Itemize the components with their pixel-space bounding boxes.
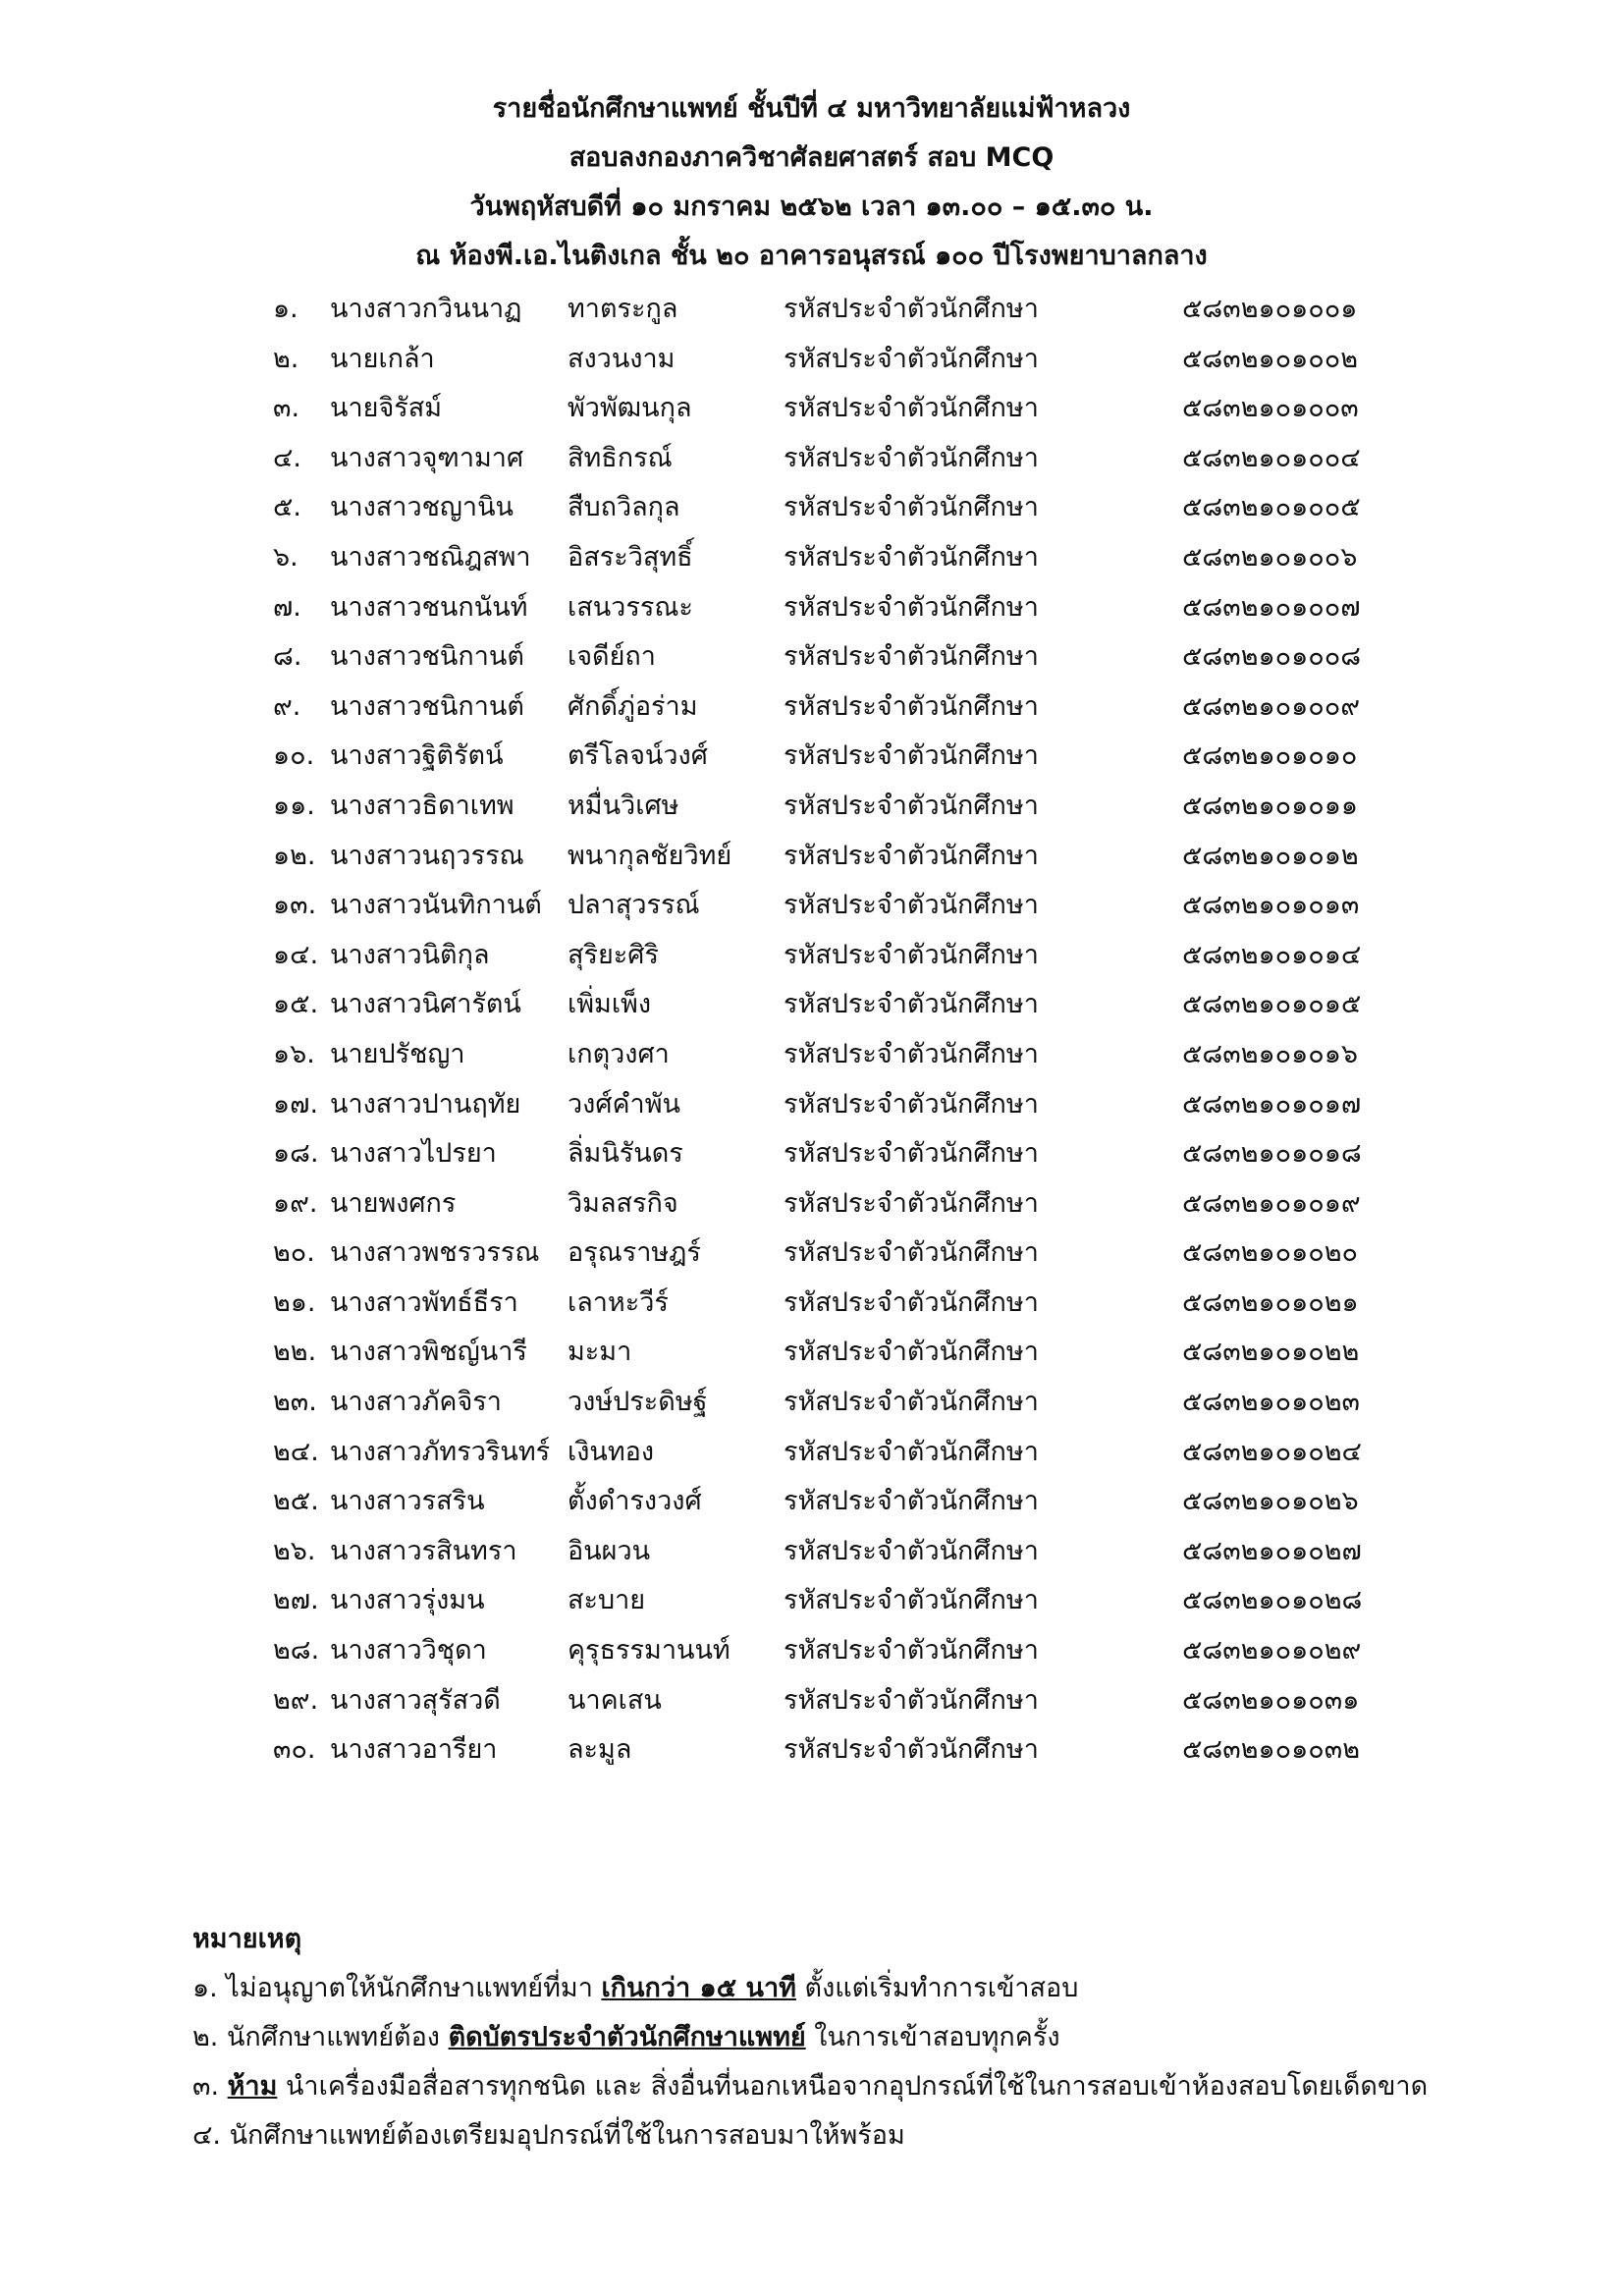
last-name: วงศ์คำพัน xyxy=(568,1088,680,1120)
id-label: รหัสประจำตัวนักศึกษา xyxy=(784,343,1039,374)
id-label: รหัสประจำตัวนักศึกษา xyxy=(784,1237,1039,1269)
table-row xyxy=(273,335,1392,385)
row-number: ๗. xyxy=(273,591,301,623)
table-row xyxy=(273,384,1392,434)
student-id: ๕๘๓๒๑๐๑๐๑๐ xyxy=(1182,740,1358,772)
id-label: รหัสประจำตัวนักศึกษา xyxy=(784,890,1039,921)
student-id: ๕๘๓๒๑๐๑๐๒๓ xyxy=(1182,1387,1361,1418)
id-label: รหัสประจำตัวนักศึกษา xyxy=(784,1585,1039,1616)
table-row xyxy=(273,1626,1392,1676)
student-id: ๕๘๓๒๑๐๑๐๑๖ xyxy=(1182,1038,1359,1069)
table-row xyxy=(273,1576,1392,1626)
row-number: ๑๖. xyxy=(273,1038,315,1069)
table-row xyxy=(273,583,1392,633)
last-name: มะมา xyxy=(568,1337,632,1368)
id-label: รหัสประจำตัวนักศึกษา xyxy=(784,1038,1039,1069)
id-label: รหัสประจำตัวนักศึกษา xyxy=(784,1138,1039,1170)
row-number: ๘. xyxy=(273,641,302,673)
row-number: ๒๔. xyxy=(273,1436,319,1467)
row-number: ๑๙. xyxy=(273,1187,318,1219)
row-number: ๒๕. xyxy=(273,1486,319,1517)
id-label: รหัสประจำตัวนักศึกษา xyxy=(784,591,1039,623)
first-name: นางสาวรสริน xyxy=(330,1486,485,1517)
id-label: รหัสประจำตัวนักศึกษา xyxy=(784,740,1039,772)
first-name: นางสาวชนิกานต์ xyxy=(330,690,524,722)
first-name: นางสาวภัทรวรินทร์ xyxy=(330,1436,551,1467)
row-number: ๑๕. xyxy=(273,989,319,1020)
first-name: นางสาวชณิฎสพา xyxy=(330,541,531,573)
last-name: วิมลสรกิจ xyxy=(568,1187,678,1219)
table-row xyxy=(273,1129,1392,1179)
note-text: ๓. xyxy=(192,2071,228,2102)
student-id: ๕๘๓๒๑๐๑๐๐๓ xyxy=(1182,393,1359,424)
id-label: รหัสประจำตัวนักศึกษา xyxy=(784,840,1039,871)
id-label: รหัสประจำตัวนักศึกษา xyxy=(784,1535,1039,1566)
row-number: ๒. xyxy=(273,343,299,374)
first-name: นางสาวกวินนาฏ xyxy=(330,294,522,324)
note-item xyxy=(192,2062,1547,2111)
table-row xyxy=(273,285,1392,335)
table-row xyxy=(273,1328,1392,1378)
table-row xyxy=(273,1229,1392,1279)
id-label: รหัสประจำตัวนักศึกษา xyxy=(784,1635,1039,1667)
row-number: ๔. xyxy=(273,442,302,473)
last-name: ตั้งดำรงวงศ์ xyxy=(568,1486,702,1517)
id-label: รหัสประจำตัวนักศึกษา xyxy=(784,1734,1039,1766)
row-number: ๒๖. xyxy=(273,1535,316,1566)
first-name: นางสาวชญานิน xyxy=(330,492,514,523)
table-row xyxy=(273,732,1392,782)
first-name: นางสาวไปรยา xyxy=(330,1138,497,1170)
table-row xyxy=(273,1179,1392,1230)
header-exam-datetime: วันพฤหัสบดีที่ ๑๐ มกราคม ๒๕๖๒ เวลา ๑๓.๐๐ – ๑๕.๓๐ น. xyxy=(469,191,1154,222)
id-label: รหัสประจำตัวนักศึกษา xyxy=(784,393,1039,424)
first-name: นายปรัชญา xyxy=(330,1038,465,1069)
table-row xyxy=(273,434,1392,484)
table-row xyxy=(273,980,1392,1030)
row-number: ๒๘. xyxy=(273,1635,320,1667)
table-row xyxy=(273,1030,1392,1080)
first-name: นางสาวอารียา xyxy=(330,1734,498,1766)
note-emphasis: ติดบัตรประจำตัวนักศึกษาแพทย์ xyxy=(448,2022,806,2052)
table-row xyxy=(273,931,1392,981)
last-name: เกตุวงศา xyxy=(568,1038,670,1069)
first-name: นายพงศกร xyxy=(330,1187,457,1219)
student-id: ๕๘๓๒๑๐๑๐๒๐ xyxy=(1182,1237,1359,1269)
first-name: นางสาวนฤวรรณ xyxy=(330,840,524,871)
student-id: ๕๘๓๒๑๐๑๐๑๓ xyxy=(1182,890,1360,921)
row-number: ๑๑. xyxy=(273,790,315,821)
row-number: ๑๗. xyxy=(273,1088,319,1120)
last-name: ละมูล xyxy=(568,1734,632,1766)
last-name: พนากุลชัยวิทย์ xyxy=(568,840,732,871)
row-number: ๑. xyxy=(273,294,298,324)
last-name: สงวนงาม xyxy=(568,343,676,374)
first-name: นางสาวชนกนันท์ xyxy=(330,591,528,623)
row-number: ๑๓. xyxy=(273,890,317,921)
first-name: นางสาวพัทธ์ธีรา xyxy=(330,1286,518,1318)
table-row xyxy=(273,1725,1392,1776)
student-id: ๕๘๓๒๑๐๑๐๐๒ xyxy=(1182,343,1359,374)
student-id: ๕๘๓๒๑๐๑๐๒๑ xyxy=(1182,1286,1359,1318)
student-id: ๕๘๓๒๑๐๑๐๑๔ xyxy=(1182,939,1362,970)
id-label: รหัสประจำตัวนักศึกษา xyxy=(784,1286,1039,1318)
first-name: นางสาวปานฤทัย xyxy=(330,1088,521,1120)
last-name: เลาหะวีร์ xyxy=(568,1286,669,1318)
id-label: รหัสประจำตัวนักศึกษา xyxy=(784,1187,1039,1219)
first-name: นางสาวธิดาเทพ xyxy=(330,790,514,821)
last-name: ตรีโลจน์วงศ์ xyxy=(568,740,708,772)
student-id: ๕๘๓๒๑๐๑๐๐๘ xyxy=(1182,641,1362,673)
student-id: ๕๘๓๒๑๐๑๐๒๔ xyxy=(1182,1436,1362,1467)
id-label: รหัสประจำตัวนักศึกษา xyxy=(784,541,1039,573)
last-name: สุริยะศิริ xyxy=(568,939,659,970)
last-name: ศักดิ์ภู่อร่าม xyxy=(568,690,698,722)
row-number: ๕. xyxy=(273,492,302,523)
note-text-tail: ในการเข้าสอบทุกครั้ง xyxy=(805,2022,1060,2052)
student-id: ๕๘๓๒๑๐๑๐๑๕ xyxy=(1182,989,1362,1020)
first-name: นางสาวนันทิกานต์ xyxy=(330,890,542,921)
table-row xyxy=(273,1378,1392,1428)
table-row xyxy=(273,881,1392,931)
note-emphasis: เกินกว่า ๑๕ นาที xyxy=(601,1973,796,2003)
first-name: นายเกล้า xyxy=(330,343,435,374)
row-number: ๖. xyxy=(273,541,298,573)
student-id: ๕๘๓๒๑๐๑๐๓๒ xyxy=(1182,1734,1361,1766)
table-row xyxy=(273,483,1392,533)
last-name: เพิ่มเพ็ง xyxy=(568,989,652,1020)
first-name: นางสาวนิศารัตน์ xyxy=(330,989,521,1020)
first-name: นางสาววิชุดา xyxy=(330,1635,487,1667)
last-name: ปลาสุวรรณ์ xyxy=(568,890,700,921)
first-name: นางสาวฐิติรัตน์ xyxy=(330,740,504,772)
table-row xyxy=(273,533,1392,583)
student-id: ๕๘๓๒๑๐๑๐๒๗ xyxy=(1182,1535,1362,1566)
header-exam-subject: สอบลงกองภาควิชาศัลยศาสตร์ สอบ MCQ xyxy=(568,142,1055,173)
last-name: หมื่นวิเศษ xyxy=(568,790,679,821)
last-name: อินผวน xyxy=(568,1535,651,1566)
row-number: ๓๐. xyxy=(273,1734,316,1766)
id-label: รหัสประจำตัวนักศึกษา xyxy=(784,1486,1039,1517)
row-number: ๑๒. xyxy=(273,840,316,871)
id-label: รหัสประจำตัวนักศึกษา xyxy=(784,790,1039,821)
student-id: ๕๘๓๒๑๐๑๐๐๑ xyxy=(1182,294,1358,324)
first-name: นางสาวนิติกุล xyxy=(330,939,490,970)
student-id: ๕๘๓๒๑๐๑๐๐๗ xyxy=(1182,591,1361,623)
first-name: นางสาวพชรวรรณ xyxy=(330,1237,540,1269)
row-number: ๑๔. xyxy=(273,939,319,970)
student-id: ๕๘๓๒๑๐๑๐๐๕ xyxy=(1182,492,1361,523)
row-number: ๑๐. xyxy=(273,740,315,772)
last-name: พัวพัฒนกุล xyxy=(568,393,692,424)
id-label: รหัสประจำตัวนักศึกษา xyxy=(784,1088,1039,1120)
row-number: ๒๙. xyxy=(273,1684,319,1716)
id-label: รหัสประจำตัวนักศึกษา xyxy=(784,939,1039,970)
table-row xyxy=(273,832,1392,882)
student-id: ๕๘๓๒๑๐๑๐๒๘ xyxy=(1182,1585,1363,1616)
row-number: ๒๑. xyxy=(273,1286,316,1318)
id-label: รหัสประจำตัวนักศึกษา xyxy=(784,442,1039,473)
last-name: เจดีย์ถา xyxy=(568,641,656,673)
last-name: ทาตระกูล xyxy=(568,294,678,324)
table-row xyxy=(273,1527,1392,1577)
row-number: ๒๓. xyxy=(273,1387,317,1418)
student-id: ๕๘๓๒๑๐๑๐๑๙ xyxy=(1182,1187,1361,1219)
id-label: รหัสประจำตัวนักศึกษา xyxy=(784,1436,1039,1467)
student-id: ๕๘๓๒๑๐๑๐๐๙ xyxy=(1182,690,1361,722)
note-text: ๔. นักศึกษาแพทย์ต้องเตรียมอุปกรณ์ที่ใช้ในการสอบมาให้พร้อม xyxy=(192,2120,905,2151)
last-name: วงษ์ประดิษฐ์ xyxy=(568,1387,708,1418)
last-name: อรุณราษฎร์ xyxy=(568,1237,701,1269)
header-title: รายชื่อนักศึกษาแพทย์ ชั้นปีที่ ๔ มหาวิทยาลัยแม่ฟ้าหลวง xyxy=(492,93,1131,124)
table-row xyxy=(273,683,1392,733)
first-name: นางสาวสุรัสวดี xyxy=(330,1684,501,1716)
row-number: ๑๘. xyxy=(273,1138,319,1170)
first-name: นางสาวจุฑามาศ xyxy=(330,442,524,473)
row-number: ๓. xyxy=(273,393,300,424)
id-label: รหัสประจำตัวนักศึกษา xyxy=(784,1337,1039,1368)
id-label: รหัสประจำตัวนักศึกษา xyxy=(784,1684,1039,1716)
table-row xyxy=(273,632,1392,683)
note-item xyxy=(192,2111,1547,2160)
first-name: นางสาวรสินทรา xyxy=(330,1535,517,1566)
row-number: ๒๐. xyxy=(273,1237,315,1269)
last-name: อิสระวิสุทธิ์ xyxy=(568,541,693,573)
row-number: ๒๗. xyxy=(273,1585,319,1616)
table-row xyxy=(273,782,1392,832)
document-header xyxy=(0,84,1623,281)
table-row xyxy=(273,1080,1392,1130)
last-name: นาคเสน xyxy=(568,1684,662,1716)
notes-section xyxy=(192,1915,1547,2160)
id-label: รหัสประจำตัวนักศึกษา xyxy=(784,492,1039,523)
id-label: รหัสประจำตัวนักศึกษา xyxy=(784,294,1039,324)
row-number: ๙. xyxy=(273,690,301,722)
id-label: รหัสประจำตัวนักศึกษา xyxy=(784,690,1039,722)
student-id: ๕๘๓๒๑๐๑๐๒๒ xyxy=(1182,1337,1360,1368)
student-id: ๕๘๓๒๑๐๑๐๑๘ xyxy=(1182,1138,1362,1170)
last-name: สะบาย xyxy=(568,1585,646,1616)
last-name: สิทธิกรณ์ xyxy=(568,442,673,473)
note-text-tail: ตั้งแต่เริ่มทำการเข้าสอบ xyxy=(795,1973,1079,2003)
student-id: ๕๘๓๒๑๐๑๐๒๙ xyxy=(1182,1635,1362,1667)
student-id: ๕๘๓๒๑๐๑๐๑๗ xyxy=(1182,1088,1362,1120)
note-text: ๒. นักศึกษาแพทย์ต้อง xyxy=(192,2022,449,2052)
note-text-tail: นำเครื่องมือสื่อสารทุกชนิด และ สิ่งอื่นที่นอกเหนือจากอุปกรณ์ที่ใช้ในการสอบเข้าห้องสอบโดยเด็ดขาด xyxy=(277,2071,1429,2102)
student-roster xyxy=(273,285,1392,1776)
last-name: คุรุธรรมานนท์ xyxy=(568,1635,730,1667)
table-row xyxy=(273,1428,1392,1478)
header-exam-location: ณ ห้องพี.เอ.ไนติงเกล ชั้น ๒๐ อาคารอนุสรณ์ ๑๐๐ ปีโรงพยาบาลกลาง xyxy=(415,241,1208,271)
notes-list xyxy=(192,1964,1547,2160)
row-number: ๒๒. xyxy=(273,1337,317,1368)
last-name: เงินทอง xyxy=(568,1436,655,1467)
note-emphasis: ห้าม xyxy=(227,2071,278,2102)
note-item xyxy=(192,1964,1547,2013)
first-name: นางสาวชนิกานต์ xyxy=(330,641,524,673)
table-row xyxy=(273,1279,1392,1329)
student-id: ๕๘๓๒๑๐๑๐๓๑ xyxy=(1182,1684,1360,1716)
note-item xyxy=(192,2013,1547,2062)
id-label: รหัสประจำตัวนักศึกษา xyxy=(784,641,1039,673)
id-label: รหัสประจำตัวนักศึกษา xyxy=(784,989,1039,1020)
table-row xyxy=(273,1676,1392,1726)
first-name: นางสาวรุ่งมน xyxy=(330,1585,485,1616)
note-text: ๑. ไม่อนุญาตให้นักศึกษาแพทย์ที่มา xyxy=(192,1973,602,2003)
notes-title: หมายเหตุ xyxy=(192,1924,302,1954)
student-id: ๕๘๓๒๑๐๑๐๑๒ xyxy=(1182,840,1359,871)
last-name: ลิ่มนิรันดร xyxy=(568,1138,683,1170)
last-name: สืบถวิลกุล xyxy=(568,492,680,523)
first-name: นายจิรัสม์ xyxy=(330,393,443,424)
table-row xyxy=(273,1477,1392,1527)
student-id: ๕๘๓๒๑๐๑๐๐๔ xyxy=(1182,442,1361,473)
first-name: นางสาวภัคจิรา xyxy=(330,1387,502,1418)
first-name: นางสาวพิชญ์นารี xyxy=(330,1337,527,1368)
id-label: รหัสประจำตัวนักศึกษา xyxy=(784,1387,1039,1418)
student-id: ๕๘๓๒๑๐๑๐๑๑ xyxy=(1182,790,1359,821)
last-name: เสนวรรณะ xyxy=(568,591,693,623)
student-id: ๕๘๓๒๑๐๑๐๐๖ xyxy=(1182,541,1358,573)
student-id: ๕๘๓๒๑๐๑๐๒๖ xyxy=(1182,1486,1359,1517)
